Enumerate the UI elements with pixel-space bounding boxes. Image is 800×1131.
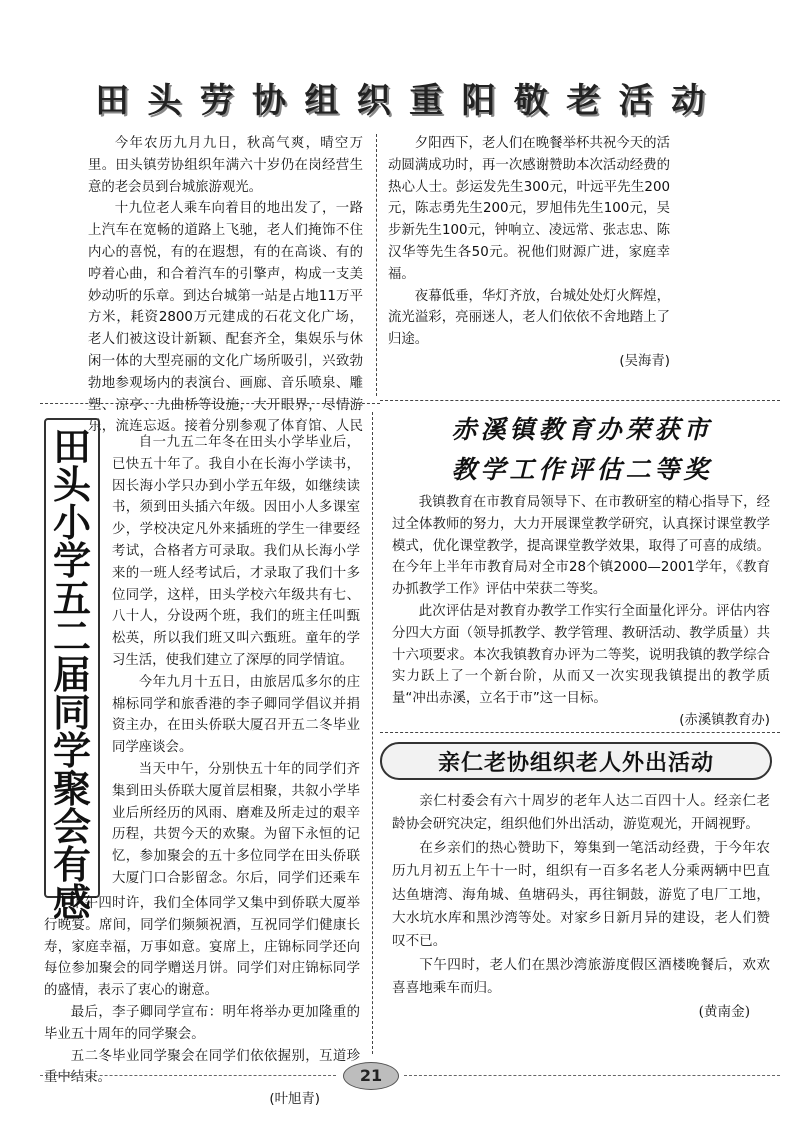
article1-title-char: 重 bbox=[409, 81, 444, 121]
article2-paragraph: 下午四时许，我们全体同学又集中到侨联大厦举行晚宴。席间，同学们频频祝酒，互祝同学们健康长寿，家庭幸福，万事如意。宴席上，庄锦标同学还向每位参加聚会的同学赠送月饼。同学们对庄锦标同学的盛情，表示了衷心的谢意。 bbox=[44, 896, 360, 999]
article1-title-char: 敬 bbox=[513, 81, 548, 121]
article3-title bbox=[392, 410, 772, 490]
article2-title-char: 二 bbox=[52, 615, 91, 659]
article2-title-char: 五 bbox=[52, 577, 91, 621]
article4-paragraph: 下午四时，老人们在黑沙湾旅游度假区酒楼晚餐后，欢欢喜喜地乘车而归。 bbox=[392, 956, 770, 997]
article4-title: 亲仁老协组织老人外出活动 bbox=[380, 742, 772, 780]
article1-paragraph: 今年农历九月九日，秋高气爽，晴空万里。田头镇劳协组织年满六十岁仍在岗经营生意的老会员到台城旅游观光。 bbox=[88, 136, 363, 195]
column-divider bbox=[372, 412, 373, 1054]
article2-title bbox=[44, 418, 100, 925]
article2-title-char: 学 bbox=[52, 539, 91, 583]
article1-title-char: 头 bbox=[147, 81, 182, 121]
article2-col-narrow bbox=[112, 432, 360, 887]
article2-title-char: 感 bbox=[52, 881, 91, 925]
article2-paragraph: 今年九月十五日，由旅居瓜多尔的庄棉标同学和旅香港的李子卿同学倡议并捐资主办，在田头侨联大厦召开五二冬毕业同学座谈会。 bbox=[112, 674, 360, 756]
article1-paragraph: 十九位老人乘车向着目的地出发了，一路上汽车在宽畅的道路上飞驰，老人们掩饰不住内心的喜悦，有的在遐想，有的在高谈、有的哼着心曲，和合着汽车的引擎声，构成一支美妙动听的乐章。到达台城第一站是占地11万平方米，耗资2800万元建成的石花文化广场，老人们被这设计新颖、配套齐全，集娱乐与休闲一体的大型亮丽的文化广场所吸引，兴致勃勃地参观场内的表演台、画廊、音乐喷泉、雕塑、凉亭、九曲桥等设施，大开眼界，尽情游乐，流连忘返。接着分别参观了体育馆、人民 bbox=[88, 201, 363, 435]
article1-title-char: 劳 bbox=[199, 81, 234, 121]
article1-col-right bbox=[388, 133, 670, 373]
article1-title-char: 阳 bbox=[461, 81, 496, 121]
article3-title-line2: 教学工作评估二等奖 bbox=[451, 455, 713, 484]
article1-title-char: 动 bbox=[670, 81, 705, 121]
article2-paragraph: 五二冬毕业同学聚会在同学们依依握别，互道珍重中结束。 bbox=[44, 1048, 360, 1086]
article1-title-char: 田 bbox=[95, 81, 129, 121]
article4-paragraph: 亲仁村委会有六十周岁的老年人达二百四十人。经亲仁老龄协会研究决定，组织他们外出活动，游览观光，开阔视野。 bbox=[392, 793, 770, 833]
footer-rule bbox=[40, 1075, 336, 1076]
article2-paragraph: 当天中午，分别快五十年的同学们齐集到田头侨联大厦首层相聚，共叙小学毕业后所经历的风雨、磨难及所走过的艰辛历程，共贺今天的欢聚。为留下永恒的记忆，参加聚会的五十多位同学在田头侨联大厦门口合影留念。尔后，同学们还乘车 bbox=[112, 761, 360, 886]
article2-title-char: 会 bbox=[52, 805, 91, 849]
article2-title-char: 聚 bbox=[52, 767, 91, 811]
article1-paragraph: 夜幕低垂，华灯齐放，台城处处灯火辉煌，流光溢彩，亮丽迷人，老人们依依不舍地踏上了归途。 bbox=[388, 288, 670, 348]
article1-title-char: 织 bbox=[356, 81, 391, 121]
article3-paragraph: 我镇教育在市教育局领导下、在市教研室的精心指导下，经过全体教师的努力，大力开展课堂教学研究，认真探讨课堂教学模式，优化课堂教学，提高课堂教学效果，取得了可喜的成绩。在今年上半年市教育局对全市28个镇2000—2001学年，《教育办抓教学工作》评估中荣获二等奖。 bbox=[392, 495, 770, 598]
article1-title-char: 老 bbox=[566, 81, 601, 121]
article3-body bbox=[392, 492, 770, 732]
article2-paragraph: 最后，李子卿同学宣布：明年将举办更加隆重的毕业五十周年的同学聚会。 bbox=[44, 1004, 360, 1042]
page-number: 21 bbox=[343, 1062, 399, 1090]
article2-title-char: 头 bbox=[52, 463, 91, 507]
footer-rule bbox=[404, 1075, 780, 1076]
article1-paragraph: 夕阳西下，老人们在晚餐举杯共祝今天的活动圆满成功时，再一次感谢赞助本次活动经费的热心人士。彭运发先生300元，叶远平先生200元，陈志勇先生200元，罗旭伟先生100元，吴步新先生100元，钟响立、凌远常、张志忠、陈汉华等先生各50元。祝他们财源广进，家庭幸福。 bbox=[388, 136, 670, 282]
article3-title-line1: 赤溪镇教育办荣获市 bbox=[451, 415, 713, 444]
article2-title-char: 届 bbox=[52, 653, 91, 697]
article2-title-char: 同 bbox=[52, 691, 91, 735]
article4-author: (黄南金) bbox=[698, 1003, 750, 1020]
article1-title-char: 组 bbox=[304, 81, 339, 121]
article2-title-char: 田 bbox=[52, 425, 91, 469]
article3-paragraph: 此次评估是对教育办教学工作实行全面量化评分。评估内容分四大方面（领导抓教学、教学管理、教研活动、教学质量）共十六项要求。本次我镇教育办评为二等奖，说明我镇的教学综合实力跃上了一个新台阶，从而又一次实现我镇提出的教学质量“冲出赤溪，立名于市”这一目标。 bbox=[392, 603, 770, 707]
section-divider bbox=[40, 403, 380, 404]
article1-title bbox=[90, 76, 710, 126]
article1-title-char: 协 bbox=[252, 81, 287, 121]
article3-author: (赤溪镇教育办) bbox=[679, 712, 770, 728]
article2-paragraph: 自一九五二年冬在田头小学毕业后，已快五十年了。我自小在长海小学读书，因长海小学只办到小学五年级，如继续读书，须到田头插六年级。因田小人多课室少，学校决定凡外来插班的学生一律要经考试，合格者方可录取。我们从长海小学来的一班人经考试后，才录取了我们十多位同学，这样，田头学校六年级共有七、八十人，分设两个班，我们的班主任叫甄松英，所以我们班又叫六甄班。童年的学习生活，使我们建立了深厚的同学情谊。 bbox=[112, 435, 360, 668]
article2-title-char: 有 bbox=[52, 843, 91, 887]
article2-author: (叶旭青) bbox=[269, 1092, 320, 1108]
section-divider bbox=[380, 400, 780, 401]
section-divider bbox=[380, 732, 780, 733]
article2-title-char: 学 bbox=[52, 729, 91, 773]
article4-body bbox=[392, 790, 770, 1024]
article2-title-char: 小 bbox=[52, 501, 91, 545]
article1-title-char: 活 bbox=[618, 81, 653, 121]
column-divider bbox=[376, 134, 377, 396]
article1-col-left bbox=[88, 133, 363, 438]
article1-author: (吴海青) bbox=[619, 353, 670, 369]
article2-col-wide bbox=[44, 893, 360, 1111]
article4-paragraph: 在乡亲们的热心赞助下，筹集到一笔活动经费，于今年农历九月初五上午十一时，组织有一百多名老人分乘两辆中巴直达鱼塘湾、海角城、鱼塘码头，再往铜鼓，游览了电厂工地，大水坑水库和黑沙湾等处。对家乡日新月异的建设，老人们赞叹不已。 bbox=[392, 839, 770, 950]
